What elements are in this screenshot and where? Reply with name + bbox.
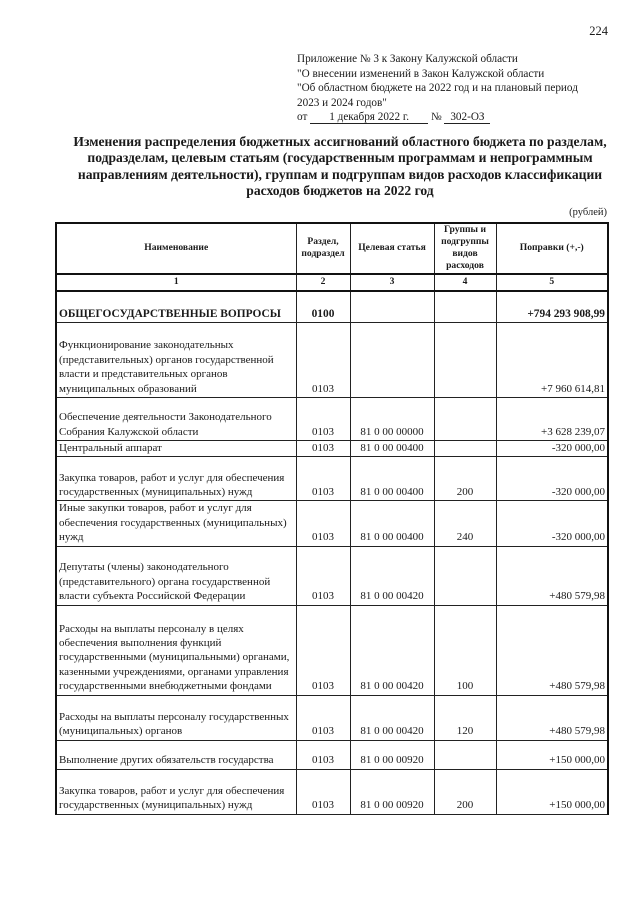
approval-line-2: "О внесении изменений в Закон Калужской области [297, 67, 545, 80]
cell-section: 0103 [296, 457, 350, 501]
number-label: № [430, 111, 442, 124]
cell-section: 0103 [296, 322, 350, 397]
header-amount: Поправки (+,-) [496, 223, 608, 274]
cell-section: 0100 [296, 291, 350, 322]
col-number: 2 [296, 274, 350, 291]
cell-amount: +480 579,98 [496, 695, 608, 740]
law-date: 1 декабря 2022 г. [310, 111, 428, 124]
col-number: 1 [56, 274, 296, 291]
table-row [56, 501, 608, 546]
document-title: Изменения распределения бюджетных ассигнований областного бюджета по разделам, подразделам, целевым статьям (государственным программам и непрограммным направлениям деятельности), группам и подгруппам видов расходов классификации расходов бюджетов на 2022 год [73, 134, 607, 198]
cell-section: 0103 [296, 546, 350, 605]
approval-line-1: Приложение № 3 к Закону Калужской области [297, 53, 518, 65]
law-number: 302-ОЗ [444, 111, 490, 124]
col-number: 4 [434, 274, 496, 291]
cell-name: Обеспечение деятельности Законодательного Собрания Калужской области [56, 397, 296, 440]
header-section: Раздел, подраздел [296, 223, 350, 274]
cell-name: Закупка товаров, работ и услуг для обеспечения государственных (муниципальных) нужд [56, 457, 296, 501]
budget-table [55, 222, 609, 815]
cell-amount: -320 000,00 [496, 440, 608, 456]
cell-group [434, 397, 496, 440]
cell-amount: +150 000,00 [496, 769, 608, 814]
cell-name: ОБЩЕГОСУДАРСТВЕННЫЕ ВОПРОСЫ [56, 291, 296, 322]
units-label: (рублей) [569, 207, 607, 218]
cell-target [350, 291, 434, 322]
cell-name: Выполнение других обязательств государства [56, 740, 296, 769]
cell-amount: -320 000,00 [496, 501, 608, 546]
cell-amount: +3 628 239,07 [496, 397, 608, 440]
table-row [56, 605, 608, 695]
cell-amount: +480 579,98 [496, 605, 608, 695]
cell-target: 81 0 00 00400 [350, 501, 434, 546]
column-number-row [56, 274, 608, 291]
cell-name: Иные закупки товаров, работ и услуг для обеспечения государственных (муниципальных) нужд [56, 501, 296, 546]
cell-group [434, 740, 496, 769]
table-header-row [56, 223, 608, 274]
table-row [56, 457, 608, 501]
cell-amount: +480 579,98 [496, 546, 608, 605]
table-body [56, 291, 608, 814]
cell-target: 81 0 00 00400 [350, 457, 434, 501]
cell-group [434, 322, 496, 397]
col-number: 5 [496, 274, 608, 291]
cell-name: Депутаты (члены) законодательного (представительного) органа государственной власти субъекта Российской Федерации [56, 546, 296, 605]
table-row [56, 291, 608, 322]
cell-name: Центральный аппарат [56, 440, 296, 456]
cell-target [350, 322, 434, 397]
cell-target: 81 0 00 00920 [350, 740, 434, 769]
cell-target: 81 0 00 00420 [350, 605, 434, 695]
cell-section: 0103 [296, 769, 350, 814]
cell-section: 0103 [296, 440, 350, 456]
cell-group [434, 546, 496, 605]
cell-group [434, 291, 496, 322]
approval-line-4: 2023 и 2024 годов" [297, 96, 387, 109]
cell-group: 120 [434, 695, 496, 740]
header-group: Группы и подгруппы видов расходов [434, 223, 496, 274]
cell-target: 81 0 00 00000 [350, 397, 434, 440]
cell-name: Закупка товаров, работ и услуг для обеспечения государственных (муниципальных) нужд [56, 769, 296, 814]
cell-group [434, 440, 496, 456]
table-row [56, 546, 608, 605]
cell-name: Расходы на выплаты персоналу государственных (муниципальных) органов [56, 695, 296, 740]
cell-section: 0103 [296, 605, 350, 695]
approval-date-line [297, 110, 578, 125]
approval-line-3: "Об областном бюджете на 2022 год и на плановый период [297, 82, 578, 95]
cell-group: 240 [434, 501, 496, 546]
table-row [56, 769, 608, 814]
cell-target: 81 0 00 00420 [350, 546, 434, 605]
header-name: Наименование [56, 223, 296, 274]
table-row [56, 397, 608, 440]
cell-name: Расходы на выплаты персоналу в целях обеспечения выполнения функций государственными (муниципальными) органами, казенными учреждениями, органами управления государственными внебюджетными фондами [56, 605, 296, 695]
cell-target: 81 0 00 00920 [350, 769, 434, 814]
table-row [56, 695, 608, 740]
cell-amount: -320 000,00 [496, 457, 608, 501]
cell-amount: +7 960 614,81 [496, 322, 608, 397]
cell-section: 0103 [296, 740, 350, 769]
cell-section: 0103 [296, 695, 350, 740]
cell-amount: +794 293 908,99 [496, 291, 608, 322]
header-target: Целевая статья [350, 223, 434, 274]
cell-target: 81 0 00 00420 [350, 695, 434, 740]
cell-group: 200 [434, 769, 496, 814]
cell-name: Функционирование законодательных (представительных) органов государственной власти и представительных органов муниципальных образований [56, 322, 296, 397]
col-number: 3 [350, 274, 434, 291]
cell-group: 100 [434, 605, 496, 695]
page-number: 224 [589, 24, 608, 38]
from-label: от [297, 111, 308, 124]
table-row [56, 440, 608, 456]
cell-group: 200 [434, 457, 496, 501]
cell-amount: +150 000,00 [496, 740, 608, 769]
cell-section: 0103 [296, 397, 350, 440]
cell-section: 0103 [296, 501, 350, 546]
approval-block [297, 52, 578, 125]
cell-target: 81 0 00 00400 [350, 440, 434, 456]
table-row [56, 740, 608, 769]
table-row [56, 322, 608, 397]
